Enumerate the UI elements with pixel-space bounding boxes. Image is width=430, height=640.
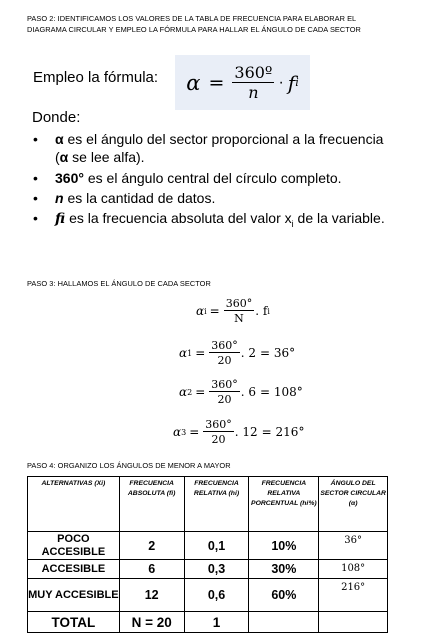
bullet-fi-bold: fi (55, 211, 66, 227)
formula-fraction (232, 62, 274, 102)
equation-2-den: 20 (217, 393, 232, 406)
cell-pct: 10% (249, 532, 319, 560)
cell-total-hi: 1 (184, 612, 249, 633)
header-angulo: ÁNGULO DEL SECTOR CIRCULAR (α) (319, 477, 388, 532)
formula-f-sub: i (295, 76, 299, 89)
cell-total-label: TOTAL (28, 612, 120, 633)
table-row (28, 560, 388, 579)
bullet-dot-icon: • (33, 170, 38, 186)
equation-3-sub: 3 (181, 427, 187, 437)
formula-dot: · (278, 73, 284, 91)
general-lhs: α (196, 304, 205, 318)
equation-3-result: = 216° (261, 425, 305, 439)
bullet-360-text: es el ángulo central del círculo completo. (83, 170, 342, 186)
equation-3-den: 20 (211, 433, 226, 446)
bullet-n (33, 189, 395, 207)
general-numerator: 360° (225, 297, 253, 310)
equation-1-den: 20 (217, 354, 232, 367)
equation-1-sub: 1 (187, 348, 193, 358)
formula-numerator: 360º (234, 62, 273, 82)
cell-total-fi: N = 20 (119, 612, 184, 633)
formula-label: Empleo la fórmula: (33, 69, 159, 86)
cell-pct: 60% (249, 579, 319, 612)
formula-equals: = (208, 71, 225, 94)
bullet-alpha-text: es el ángulo del sector proporcional a la frecuencia ( (55, 131, 384, 165)
frequency-table (27, 476, 388, 633)
bullet-fi (33, 209, 395, 233)
formula-denominator: n (248, 82, 259, 102)
cell-alt: POCO ACCESIBLE (28, 532, 120, 560)
equation-1-result: = 36° (260, 346, 296, 360)
bullet-alpha-text2: se lee alfa). (68, 149, 145, 165)
general-lhs-sub: i (204, 306, 207, 316)
donde-title: Donde: (32, 109, 81, 126)
equation-2-sub: 2 (187, 387, 193, 397)
paso2-line2: DIAGRAMA CIRCULAR Y EMPLEO LA FÓRMULA PARA HALLAR EL ÁNGULO DE CADA SECTOR (27, 25, 361, 34)
table-row (28, 532, 388, 560)
cell-total-angle (319, 612, 388, 633)
formula-alpha: α (186, 70, 201, 95)
header-frecuencia-relativa: FRECUENCIA RELATIVA (hi) (184, 477, 249, 532)
general-equation: α i = $\frac{360^\circ}{N}$ . f i (196, 297, 270, 325)
bullet-360-bold: 360° (55, 170, 84, 186)
equation-1: α 1 = $\frac{360^\circ}{20}$ . 2 = 36° (179, 339, 296, 367)
cell-alt: MUY ACCESIBLE (28, 579, 120, 612)
bullet-alpha (33, 130, 395, 166)
cell-hi: 0,3 (184, 560, 249, 579)
table-row (28, 579, 388, 612)
bullet-dot-icon: • (33, 131, 38, 147)
paso3-title: PASO 3: HALLAMOS EL ÁNGULO DE CADA SECTOR (27, 279, 211, 288)
equation-2-result: = 108° (260, 385, 303, 399)
equation-3: α 3 = $\frac{360^\circ}{20}$ . 12 = 216° (173, 418, 305, 446)
header-frecuencia-absoluta: FRECUENCIA ABSOLUTA (fi) (119, 477, 184, 532)
cell-total-pct (249, 612, 319, 633)
equation-2: α 2 = $\frac{360^\circ}{20}$ . 6 = 108° (179, 378, 303, 406)
bullet-fi-text: es la frecuencia absoluta del valor x (65, 210, 292, 226)
table-header-row (28, 477, 388, 532)
bullet-360 (33, 169, 395, 187)
bullet-dot-icon: • (33, 190, 38, 206)
paso2-line1: PASO 2: IDENTIFICAMOS LOS VALORES DE LA TABLA DE FRECUENCIA PARA ELABORAR EL (27, 14, 357, 23)
cell-hi: 0,1 (184, 532, 249, 560)
bullet-n-bold: n (55, 190, 64, 206)
table-total-row (28, 612, 388, 633)
bullet-n-text: es la cantidad de datos. (63, 190, 216, 206)
bullet-alpha-bold2: α (59, 149, 69, 165)
equation-2-num: 360° (211, 378, 238, 391)
paso4-title: PASO 4: ORGANIZO LOS ÁNGULOS DE MENOR A MAYOR (27, 461, 231, 470)
equation-3-num: 360° (205, 418, 232, 431)
general-rhs-sub: i (267, 306, 270, 316)
cell-fi: 6 (119, 560, 184, 579)
general-rhs: . f (255, 304, 268, 318)
cell-fi: 12 (119, 579, 184, 612)
cell-angle: 36° (319, 532, 388, 560)
cell-hi: 0,6 (184, 579, 249, 612)
bullet-dot-icon: • (33, 210, 38, 226)
cell-angle: 216° (319, 579, 388, 612)
paso2-heading (27, 13, 361, 35)
header-alternativas: ALTERNATIVAS (Xi) (28, 477, 120, 532)
header-frecuencia-porcentual: FRECUENCIA RELATIVA PORCENTUAL (hi%) (249, 477, 319, 532)
bullet-fi-sub: i (291, 218, 294, 229)
equation-1-num: 360° (211, 339, 238, 352)
equation-3-mult: . 12 (234, 425, 258, 439)
cell-alt: ACCESIBLE (28, 560, 120, 579)
cell-angle: 108° (319, 560, 388, 579)
cell-fi: 2 (119, 532, 184, 560)
equation-2-mult: . 6 (240, 385, 257, 399)
equation-1-mult: . 2 (240, 346, 257, 360)
formula-f: f (287, 70, 296, 95)
general-fraction (224, 298, 255, 324)
bullet-fi-text2: de la variable. (293, 210, 385, 226)
bullet-alpha-bold: α (55, 131, 64, 147)
cell-pct: 30% (249, 560, 319, 579)
formula-box (175, 55, 310, 110)
general-denominator: N (234, 312, 244, 325)
